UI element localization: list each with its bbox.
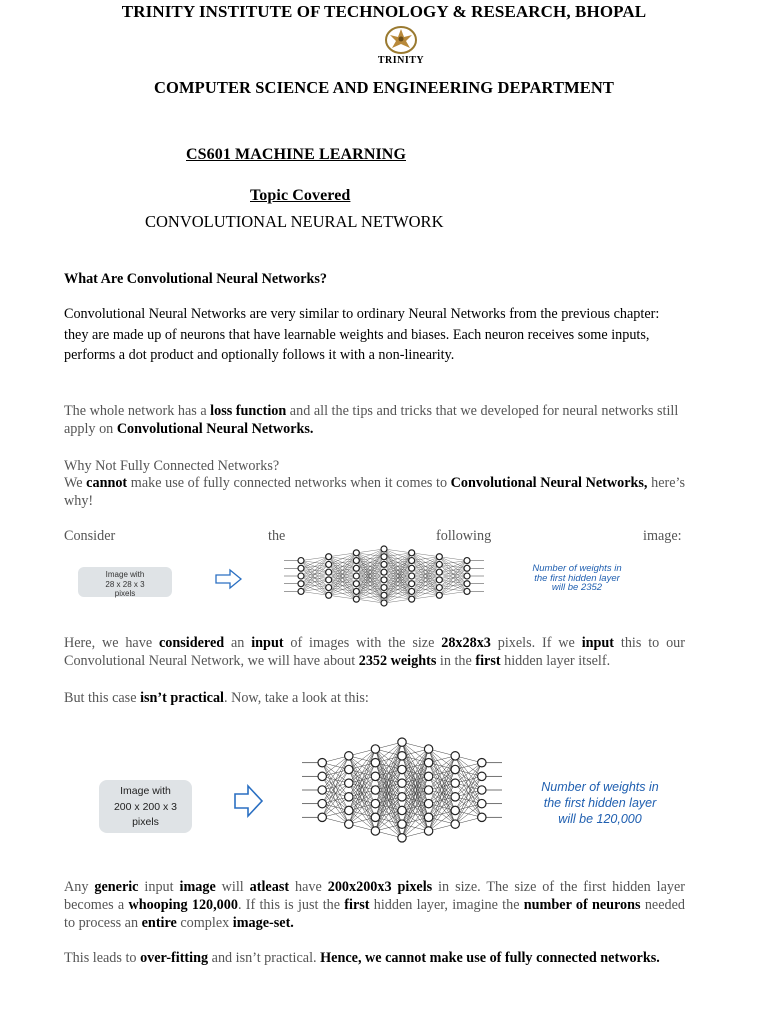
connection-line [412,595,440,599]
neuron-node [345,752,353,760]
neuron-node [318,786,326,794]
connection-line [384,576,412,603]
connection-line [301,557,329,592]
connection-line [329,553,357,595]
neuron-node [371,745,379,753]
connection-line [356,564,384,599]
intro-paragraph: Convolutional Neural Networks are very similar to ordinary Neural Networks from the previous chapter: they are made up of neurons that have learnable weights and biases. Each neuron receives some inputs, performs a dot product and optionally follows it with a non-linearity. [64,306,660,363]
neuron-node [409,596,415,602]
connection-line [356,572,384,599]
neuron-node [318,799,326,807]
box-line: 200 x 200 x 3 [113,800,178,813]
connection-line [384,584,412,603]
connection-line [301,557,329,576]
connection-line [329,568,357,595]
connection-line [301,564,329,591]
neuron-node [409,558,415,564]
neuron-node [353,581,359,587]
neuron-node [398,765,406,773]
neuron-node [371,758,379,766]
connection-line [356,549,384,584]
neuron-node [424,827,432,835]
neuron-node [326,561,332,567]
connection-line [412,557,440,584]
department-title: COMPUTER SCIENCE AND ENGINEERING DEPARTMENT [154,78,614,97]
neuron-node [318,772,326,780]
neuron-node [409,550,415,556]
connection-line [439,591,467,595]
neuron-node [398,793,406,801]
trinity-logo [373,24,429,74]
neuron-node [424,813,432,821]
neuron-node [353,565,359,571]
neuron-node [436,577,442,583]
input-image-box-small [78,567,172,597]
neuron-node [436,585,442,591]
neuron-node [436,569,442,575]
neuron-node [409,588,415,594]
neuron-node [381,585,387,591]
connection-line [329,553,357,557]
connection-line [384,549,412,553]
box-line: pixels [132,816,159,828]
neuron-node [424,745,432,753]
section-heading: What Are Convolutional Neural Networks? [64,271,327,287]
neuron-node [451,793,459,801]
connection-line [384,553,412,595]
neuron-node [451,752,459,760]
neuron-node [478,758,486,766]
neuron-node [398,834,406,842]
neuron-node [381,600,387,606]
neuron-node [398,752,406,760]
neuron-node [436,561,442,567]
connection-line [329,553,357,580]
considered-paragraph: Here, we have considered an input of images with the size 28x28x3 pixels. If we input this to our Convolutional Neural Network, we will have about 2352 weights in the first hidden layer itself. [64,635,685,669]
neuron-node [381,577,387,583]
neuron-node [345,765,353,773]
connection-line [412,557,440,592]
neuron-node [381,546,387,552]
connection-line [384,561,412,603]
connection-line [301,557,329,561]
connection-line [301,557,329,584]
neuron-node [464,588,470,594]
connection-line [439,557,467,561]
connection-line [329,553,357,572]
connection-line [384,553,412,557]
connection-line [412,572,440,599]
connection-line [412,557,440,576]
neuron-node [298,573,304,579]
neuron-node [424,799,432,807]
neuron-node [318,813,326,821]
box-line: pixels [114,589,136,598]
neural-network-diagram-small [282,544,486,608]
connection-line [439,561,467,596]
neuron-node [398,820,406,828]
connection-line [412,553,440,557]
neuron-node [398,738,406,746]
connection-line [301,572,329,591]
neuron-node [326,585,332,591]
neuron-node [451,765,459,773]
neuron-node [451,820,459,828]
connection-line [329,553,357,588]
note-line: the first hidden layer [534,572,620,584]
course-title: CS601 MACHINE LEARNING [186,146,406,163]
neuron-node [345,793,353,801]
image-word: image: [643,528,682,544]
neuron-node [345,779,353,787]
connection-line [301,588,329,592]
neuron-node [298,581,304,587]
note-line: Number of weights in [541,780,659,794]
neuron-node [326,592,332,598]
connection-line [356,549,384,576]
connection-line [439,576,467,595]
connection-line [356,580,384,599]
neural-network-diagram-large [300,736,504,844]
connection-line [356,549,384,599]
loss-function-paragraph: The whole network has a loss function and all the tips and tricks that we developed for neural networks still apply on Convolutional Neural Networks. [64,403,679,437]
connection-line [439,561,467,580]
consider-word: Consider [64,528,116,544]
neuron-node [353,573,359,579]
neuron-node [464,573,470,579]
connection-line [356,599,384,603]
following-word: following [436,528,492,544]
neuron-node [298,558,304,564]
neuron-node [326,569,332,575]
note-line: will be 2352 [551,582,603,593]
connection-line [439,561,467,565]
neuron-node [381,554,387,560]
connection-line [356,595,384,599]
neuron-node [371,786,379,794]
neuron-node [478,813,486,821]
connection-line [301,591,329,595]
neuron-node [478,799,486,807]
institute-title: TRINITY INSTITUTE OF TECHNOLOGY & RESEARCH, BHOPAL [121,2,647,21]
neuron-node [353,558,359,564]
neuron-node [478,772,486,780]
overfitting-paragraph: This leads to over-fitting and isn’t practical. Hence, we cannot make use of fully connected networks. [64,950,660,966]
box-line: Image with [105,570,145,579]
neuron-node [451,806,459,814]
neuron-node [464,565,470,571]
connection-line [384,599,412,603]
trinity-logo-icon [373,24,429,74]
topic-title: CONVOLUTIONAL NEURAL NETWORK [145,212,444,231]
weights-note-large [530,779,670,827]
neuron-node [478,786,486,794]
neuron-node [451,779,459,787]
connection-line [356,557,384,599]
neuron-node [436,592,442,598]
neuron-node [424,772,432,780]
neuron-node [371,827,379,835]
neuron-node [381,569,387,575]
neuron-node [381,592,387,598]
connection-line [412,557,440,599]
connection-line [439,568,467,595]
neuron-node [371,813,379,821]
neuron-node [353,550,359,556]
box-line: Image with [120,785,171,797]
neuron-node [398,779,406,787]
neuron-node [371,799,379,807]
neuron-node [318,758,326,766]
why-not-heading: Why Not Fully Connected Networks? [64,458,280,474]
connection-line [356,549,384,591]
neuron-node [464,581,470,587]
not-practical-line: But this case isn’t practical. Now, take a look at this: [64,690,369,706]
neuron-node [409,581,415,587]
neuron-node [436,554,442,560]
neuron-node [353,596,359,602]
neuron-node [381,561,387,567]
neuron-node [298,588,304,594]
connection-line [329,561,357,596]
connection-line [412,564,440,599]
connection-line [384,568,412,603]
neuron-node [424,758,432,766]
box-line: 28 x 28 x 3 [105,579,145,589]
neuron-node [326,554,332,560]
generic-input-paragraph: Any generic input image will atleast have 200x200x3 pixels in size. The size of the first hidden layer becomes a whooping 120,000. If this is just the first hidden layer, imagine the number of neurons needed to process an entire complex image-set. [64,879,685,931]
note-line: Number of weights in [532,563,622,574]
connection-line [329,591,357,595]
note-line: will be 120,000 [558,812,642,826]
neuron-node [409,565,415,571]
why-not-paragraph: We cannot make use of fully connected networks when it comes to Convolutional Neural Networks, here’s why! [64,475,685,509]
connection-line [329,576,357,595]
arrow-right-icon [233,784,265,818]
logo-text: TRINITY [377,55,425,66]
connection-line [329,595,357,599]
neuron-node [371,772,379,780]
neuron-node [464,558,470,564]
connection-line [384,553,412,603]
neuron-node [398,806,406,814]
weights-note-small [522,564,632,593]
connection-line [384,553,412,572]
neuron-node [326,577,332,583]
connection-line [356,549,384,553]
connection-line [412,580,440,599]
neuron-node [345,820,353,828]
topic-label: Topic Covered [250,187,351,204]
arrow-right-icon [214,568,244,590]
neuron-node [353,588,359,594]
neuron-node [345,806,353,814]
neuron-node [424,786,432,794]
input-image-box-large [99,780,192,833]
neuron-node [298,565,304,571]
connection-line [439,561,467,588]
connection-line [384,553,412,588]
connection-line [356,549,384,568]
neuron-node [409,573,415,579]
note-line: the first hidden layer [543,796,657,810]
the-word: the [268,528,286,544]
connection-line [384,553,412,580]
connection-line [412,557,440,561]
